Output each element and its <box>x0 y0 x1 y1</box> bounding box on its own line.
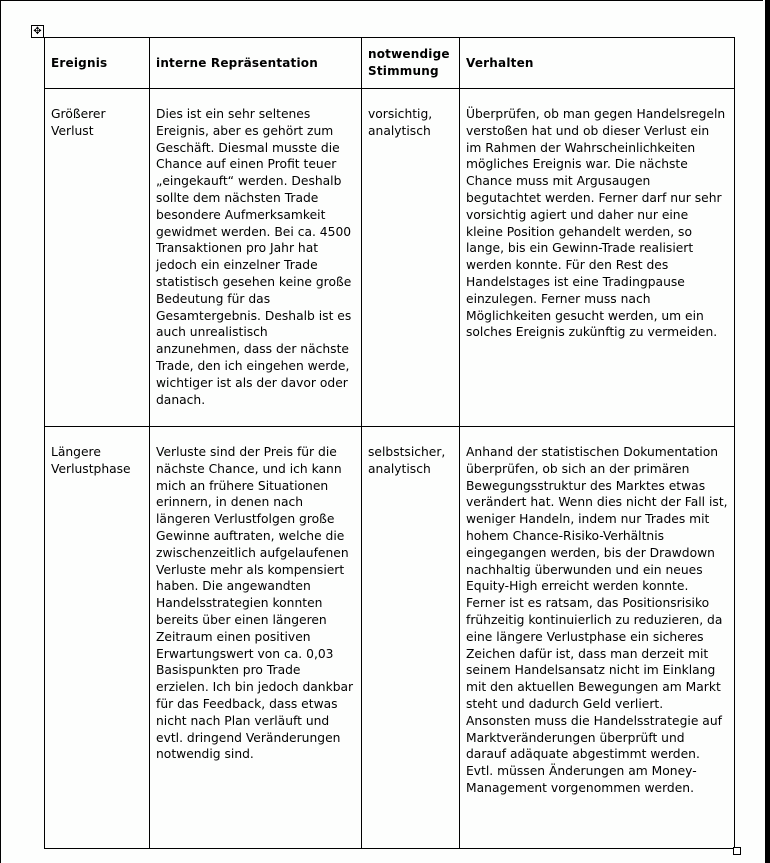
table-resize-handle[interactable] <box>733 847 741 855</box>
table-header-row <box>45 38 735 89</box>
header-verhalten[interactable]: Verhalten <box>460 38 735 89</box>
page-edge-gap <box>763 0 765 863</box>
cell-verhalten[interactable]: Anhand der statistischen Dokumentation überprüfen, ob sich an der primären Bewegungsstruktur des Marktes etwas verändert hat. Wenn dies nicht der Fall ist, weniger Handeln, indem nur Trades mit hohem Chance-Risiko-Verhältnis eingegangen werden, bis der Drawdown nachhaltig überwunden und ein neues Equity-High erreicht werden konnte. Ferner ist es ratsam, das Positionsrisiko frühzeitig kontinuierlich zu reduzieren, da eine längere Verlustphase ein sicheres Zeichen dafür ist, dass man derzeit mit seinem Handelsansatz nicht im Einklang mit den aktuellen Bewegungen am Markt steht und dadurch Geld verliert. Ansonsten muss die Handelsstrategie auf Marktveränderungen überprüft und darauf adäquate abgestimmt werden. Evtl. müssen Änderungen am Money-Management vorgenommen werden. <box>460 427 735 849</box>
page-border-top <box>0 0 770 1</box>
table-move-handle-icon[interactable]: ✥ <box>31 25 44 38</box>
header-interne-repraesentation[interactable]: interne Repräsentation <box>150 38 362 89</box>
header-notwendige-stimmung[interactable]: notwendige Stimmung <box>362 38 460 89</box>
page-border-left <box>0 0 1 863</box>
page-edge-shadow <box>765 0 770 863</box>
cell-ereignis[interactable]: Größerer Verlust <box>45 89 150 427</box>
cell-repraesentation[interactable]: Verluste sind der Preis für die nächste Chance, und ich kann mich an frühere Situationen erinnern, in denen nach längeren Verlustfolgen große Gewinne auftraten, welche die zwischenzeitlich aufgelaufenen Verluste mehr als kompensiert haben. Die angewandten Handelsstrategien konnten bereits über einen längeren Zeitraum einen positiven Erwartungswert von ca. 0,03 Basispunkten pro Trade erzielen. Ich bin jedoch dankbar für das Feedback, dass etwas nicht nach Plan verläuft und evtl. dringend Veränderungen notwendig sind. <box>150 427 362 849</box>
cell-verhalten[interactable]: Überprüfen, ob man gegen Handelsregeln verstoßen hat und ob dieser Verlust ein im Rahmen der Wahrscheinlichkeiten mögliches Ereignis war. Die nächste Chance muss mit Argusaugen begutachtet werden. Ferner darf nur sehr vorsichtig agiert und daher nur eine kleine Position gehandelt werden, so lange, bis ein Gewinn-Trade realisiert werden konnte. Für den Rest des Handelstages ist eine Tradingpause einzulegen. Ferner muss nach Möglichkeiten gesucht werden, um ein solches Ereignis zukünftig zu vermeiden. <box>460 89 735 427</box>
document-table <box>44 37 735 849</box>
cell-repraesentation[interactable]: Dies ist ein sehr seltenes Ereignis, aber es gehört zum Geschäft. Diesmal musste die Chance auf einen Profit teuer „eingekauft“ werden. Deshalb sollte dem nächsten Trade besondere Aufmerksamkeit gewidmet werden. Bei ca. 4500 Transaktionen pro Jahr hat jedoch ein einzelner Trade statistisch gesehen keine große Bedeutung für das Gesamtergebnis. Deshalb ist es auch unrealistisch anzunehmen, dass der nächste Trade, den ich eingehen werde, wichtiger ist als der davor oder danach. <box>150 89 362 427</box>
cell-stimmung[interactable]: vorsichtig, analytisch <box>362 89 460 427</box>
cell-ereignis[interactable]: Längere Verlustphase <box>45 427 150 849</box>
table-row <box>45 89 735 427</box>
table-row <box>45 427 735 849</box>
header-ereignis[interactable]: Ereignis <box>45 38 150 89</box>
cell-stimmung[interactable]: selbstsicher, analytisch <box>362 427 460 849</box>
